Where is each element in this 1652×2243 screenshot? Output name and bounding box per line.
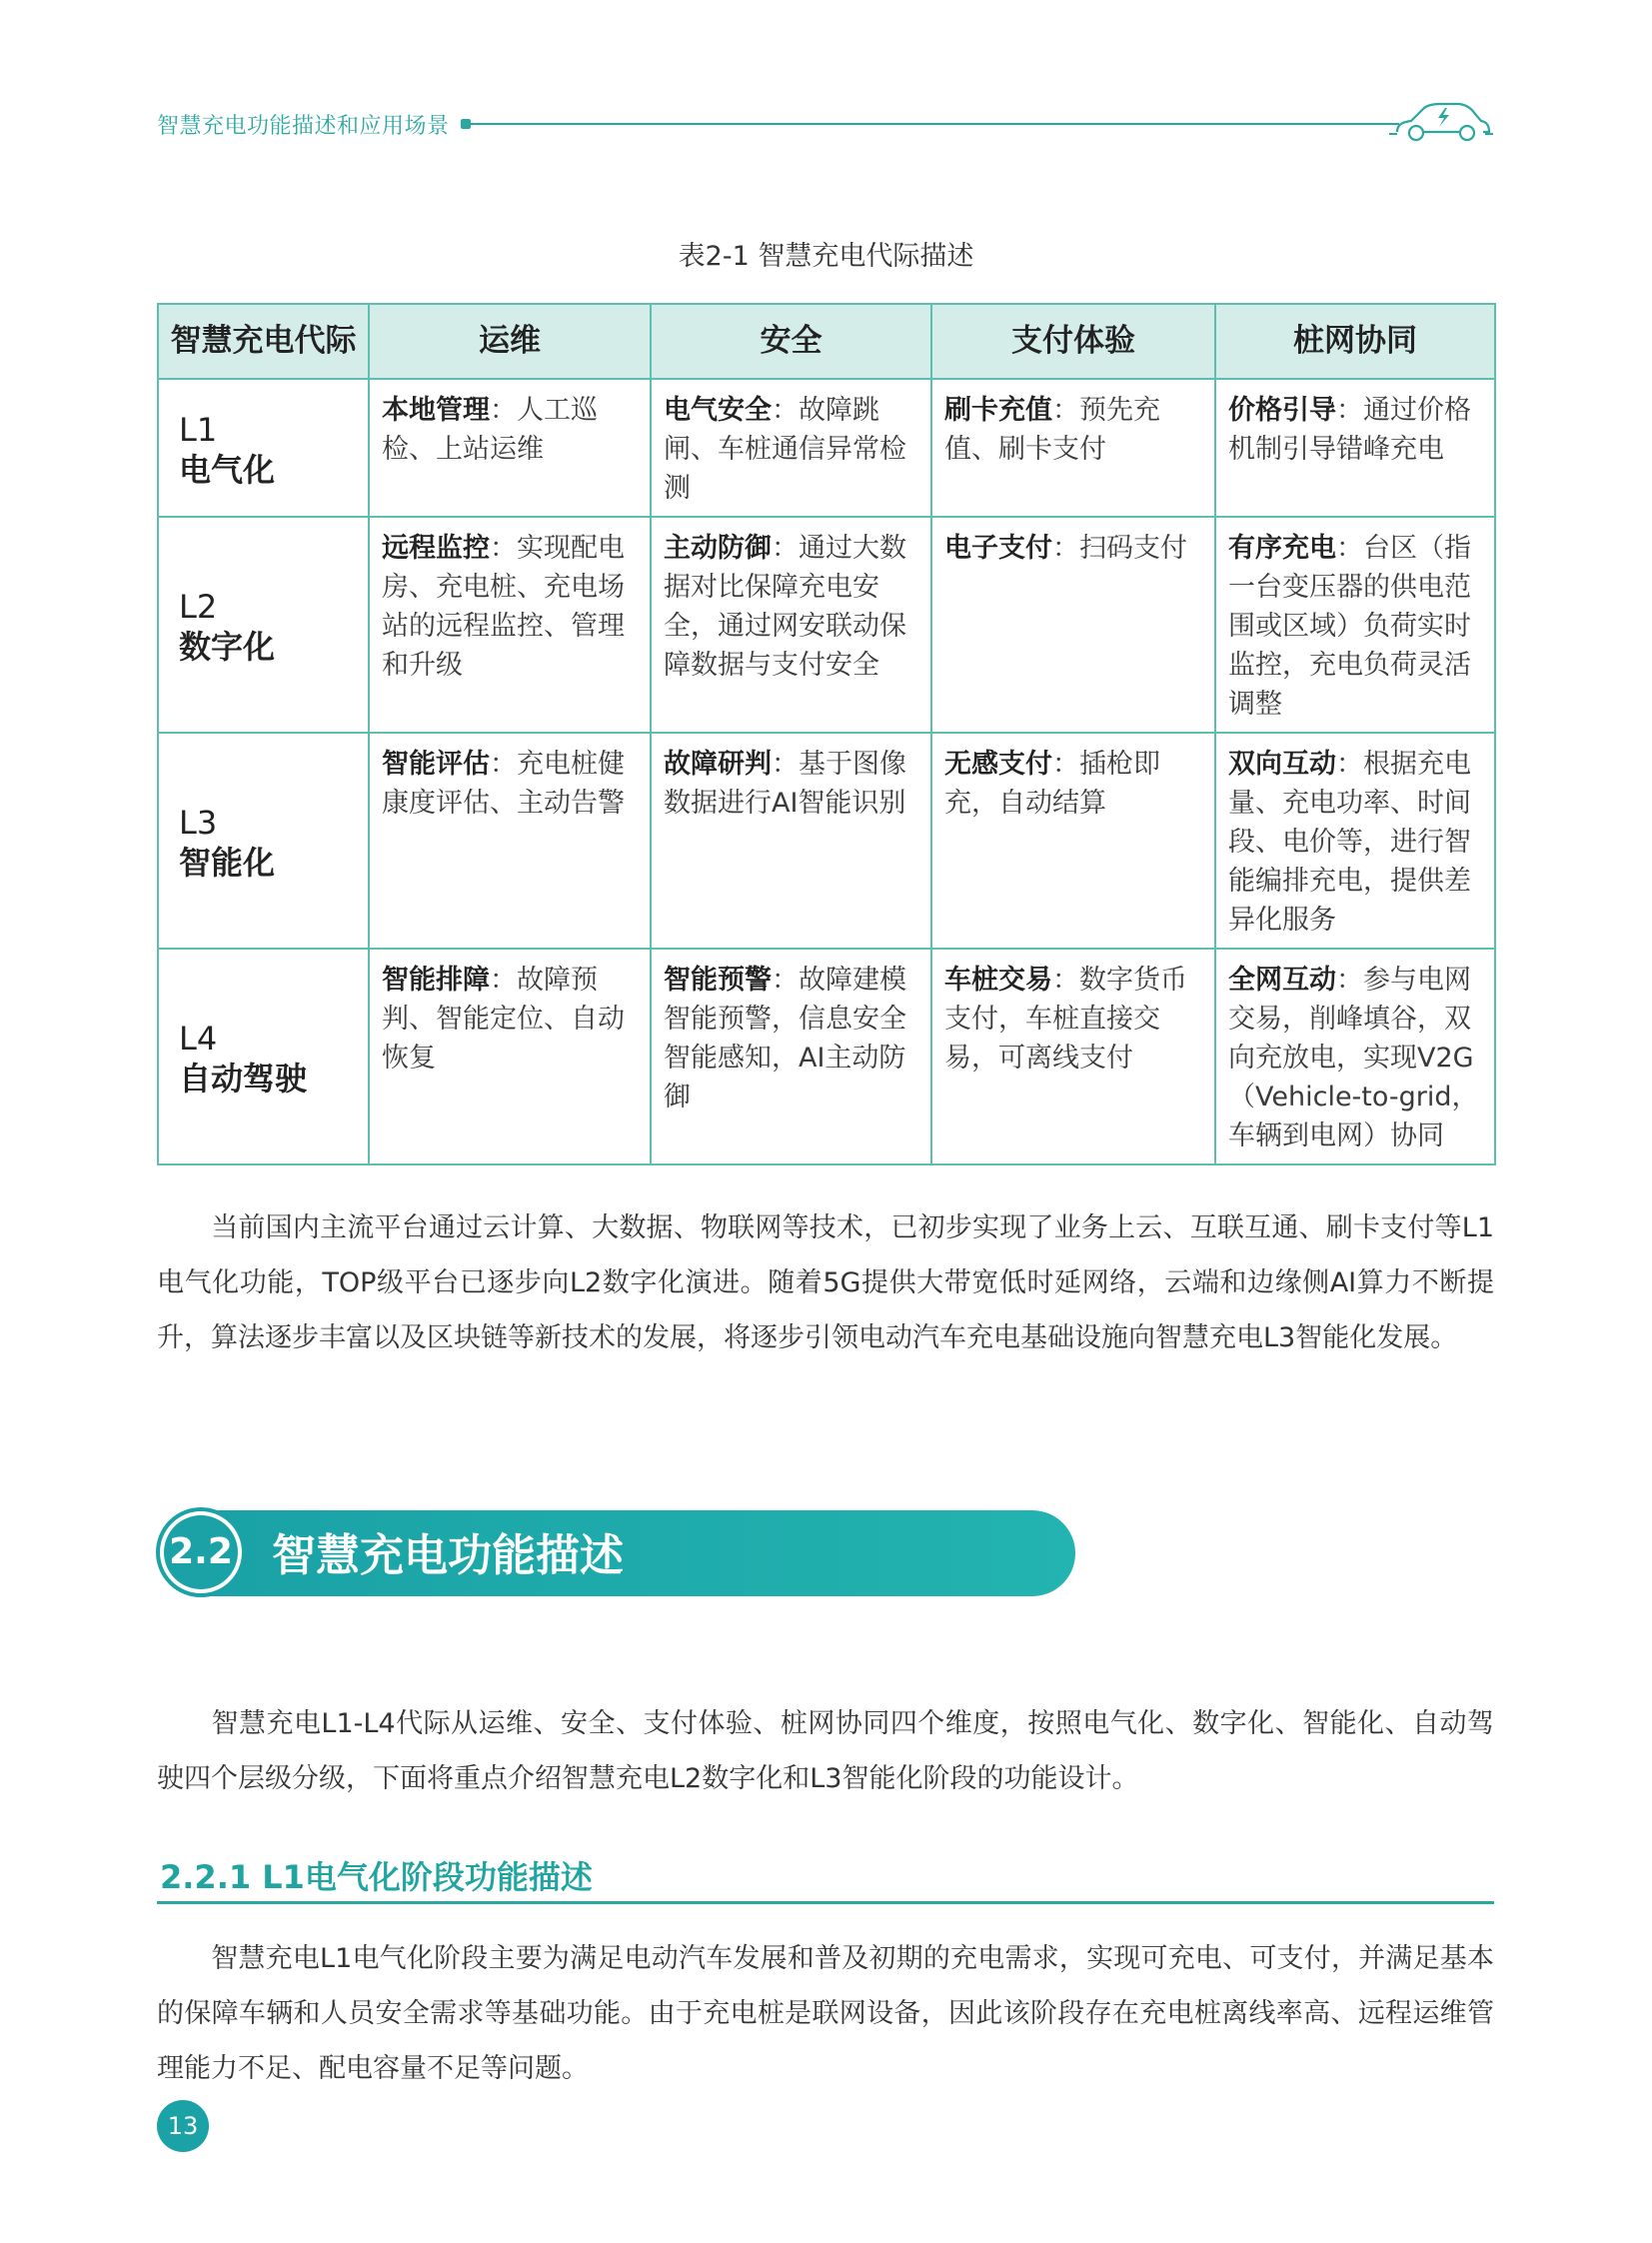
table-cell bbox=[369, 517, 651, 733]
cell-key: 智能评估 bbox=[382, 749, 490, 780]
table-cell bbox=[369, 733, 651, 949]
cell-key: 远程监控 bbox=[382, 533, 490, 564]
cell-key: 全网互动 bbox=[1228, 965, 1336, 996]
electric-car-icon bbox=[1387, 96, 1495, 144]
paragraph-text: 智慧充电L1-L4代际从运维、安全、支付体验、桩网协同四个维度，按照电气化、数字化、智能化、自动驾驶四个层级分级，下面将重点介绍智慧充电L2数字化和L3智能化阶段的功能设计。 bbox=[157, 1708, 1494, 1794]
table-cell bbox=[931, 733, 1215, 949]
cell-key: 智能预警 bbox=[664, 965, 772, 996]
table-row bbox=[158, 517, 1495, 733]
table-cell bbox=[1215, 949, 1495, 1164]
table-cell bbox=[1215, 733, 1495, 949]
body-paragraph bbox=[157, 1696, 1494, 1806]
cell-text: ：扫码支付 bbox=[1052, 533, 1187, 564]
table-cell bbox=[931, 517, 1215, 733]
cell-text: ：故障建模智能预警，信息安全智能感知，AI主动防御 bbox=[664, 965, 906, 1113]
table-cell bbox=[369, 949, 651, 1164]
cell-text: ：基于图像数据进行AI智能识别 bbox=[664, 749, 906, 819]
body-paragraph bbox=[157, 1931, 1494, 2096]
table-row bbox=[158, 379, 1495, 517]
cell-key: 刷卡充值 bbox=[944, 395, 1052, 426]
cell-text: ：预先充值、刷卡支付 bbox=[944, 395, 1160, 465]
cell-text: ：插枪即充，自动结算 bbox=[944, 749, 1160, 819]
cell-key: 双向互动 bbox=[1228, 749, 1336, 780]
cell-key: 有序充电 bbox=[1228, 533, 1336, 564]
table-cell bbox=[1215, 379, 1495, 517]
column-header: 智慧充电代际 bbox=[158, 304, 369, 379]
column-header: 支付体验 bbox=[931, 304, 1215, 379]
cell-key: 智能排障 bbox=[382, 965, 490, 996]
table-cell bbox=[651, 949, 931, 1164]
generation-name: 电气化 bbox=[179, 450, 276, 489]
paragraph-text: 智慧充电L1电气化阶段主要为满足电动汽车发展和普及初期的充电需求，实现可充电、可支付，并满足基本的保障车辆和人员安全需求等基础功能。由于充电桩是联网设备，因此该阶段存在充电桩离线率高、远程运维管理能力不足、配电容量不足等问题。 bbox=[157, 1943, 1494, 2084]
generation-name: 自动驾驶 bbox=[179, 1059, 308, 1098]
cell-text: ：充电桩健康度评估、主动告警 bbox=[382, 749, 625, 819]
generation-label bbox=[158, 517, 369, 733]
header-rule bbox=[471, 123, 1399, 125]
cell-text: ：根据充电量、充电功率、时间段、电价等，进行智能编排充电，提供差异化服务 bbox=[1228, 749, 1471, 936]
cell-text: ：故障跳闸、车桩通信异常检测 bbox=[664, 395, 906, 504]
column-header: 运维 bbox=[369, 304, 651, 379]
generation-label bbox=[158, 379, 369, 517]
generation-label bbox=[158, 733, 369, 949]
cell-text: ：台区（指一台变压器的供电范围或区域）负荷实时监控，充电负荷灵活调整 bbox=[1228, 533, 1471, 720]
cell-text: ：故障预判、智能定位、自动恢复 bbox=[382, 965, 625, 1074]
generation-name: 智能化 bbox=[179, 843, 276, 882]
cell-key: 价格引导 bbox=[1228, 395, 1336, 426]
cell-key: 无感支付 bbox=[944, 749, 1052, 780]
table-cell bbox=[369, 379, 651, 517]
table-header-row bbox=[158, 304, 1495, 379]
cell-key: 主动防御 bbox=[664, 533, 772, 564]
cell-text: ：人工巡检、上站运维 bbox=[382, 395, 598, 465]
cell-key: 本地管理 bbox=[382, 395, 490, 426]
cell-text: ：参与电网交易，削峰填谷，双向充放电，实现V2G（Vehicle-to-grid，车辆到电网）协同 bbox=[1228, 965, 1479, 1151]
subsection-heading: 2.2.1 L1电气化阶段功能描述 bbox=[160, 1858, 593, 1896]
section-title: 智慧充电功能描述 bbox=[272, 1530, 624, 1581]
generation-table bbox=[157, 303, 1496, 1165]
table-cell bbox=[931, 949, 1215, 1164]
column-header: 安全 bbox=[651, 304, 931, 379]
body-paragraph bbox=[157, 1200, 1494, 1365]
header-dot bbox=[461, 119, 471, 129]
column-header: 桩网协同 bbox=[1215, 304, 1495, 379]
table-cell bbox=[651, 379, 931, 517]
generation-level: L3 bbox=[179, 803, 218, 842]
generation-label bbox=[158, 949, 369, 1164]
table-caption: 表2-1 智慧充电代际描述 bbox=[678, 241, 974, 272]
table-cell bbox=[1215, 517, 1495, 733]
running-header-title: 智慧充电功能描述和应用场景 bbox=[157, 114, 450, 139]
cell-key: 故障研判 bbox=[664, 749, 772, 780]
cell-key: 电子支付 bbox=[944, 533, 1052, 564]
generation-level: L2 bbox=[179, 587, 218, 626]
table-cell bbox=[651, 517, 931, 733]
table-cell bbox=[931, 379, 1215, 517]
cell-text: ：实现配电房、充电桩、充电场站的远程监控、管理和升级 bbox=[382, 533, 625, 681]
generation-level: L1 bbox=[179, 410, 218, 449]
table-cell bbox=[651, 733, 931, 949]
generation-name: 数字化 bbox=[179, 627, 276, 666]
section-number: 2.2 bbox=[164, 1515, 238, 1589]
table-row bbox=[158, 733, 1495, 949]
generation-level: L4 bbox=[179, 1019, 218, 1058]
table-row bbox=[158, 949, 1495, 1164]
cell-key: 电气安全 bbox=[664, 395, 772, 426]
cell-text: ：通过价格机制引导错峰充电 bbox=[1228, 395, 1471, 465]
paragraph-text: 当前国内主流平台通过云计算、大数据、物联网等技术，已初步实现了业务上云、互联互通、刷卡支付等L1电气化功能，TOP级平台已逐步向L2数字化演进。随着5G提供大带宽低时延网络，云端和边缘侧AI算力不断提升，算法逐步丰富以及区块链等新技术的发展，将逐步引领电动汽车充电基础设施向智慧充电L3智能化发展。 bbox=[157, 1212, 1494, 1353]
cell-key: 车桩交易 bbox=[944, 965, 1052, 996]
subsection-rule bbox=[157, 1901, 1494, 1904]
cell-text: ：通过大数据对比保障充电安全，通过网安联动保障数据与支付安全 bbox=[664, 533, 906, 681]
page-number: 13 bbox=[157, 2100, 209, 2152]
cell-text: ：数字货币支付，车桩直接交易，可离线支付 bbox=[944, 965, 1187, 1074]
